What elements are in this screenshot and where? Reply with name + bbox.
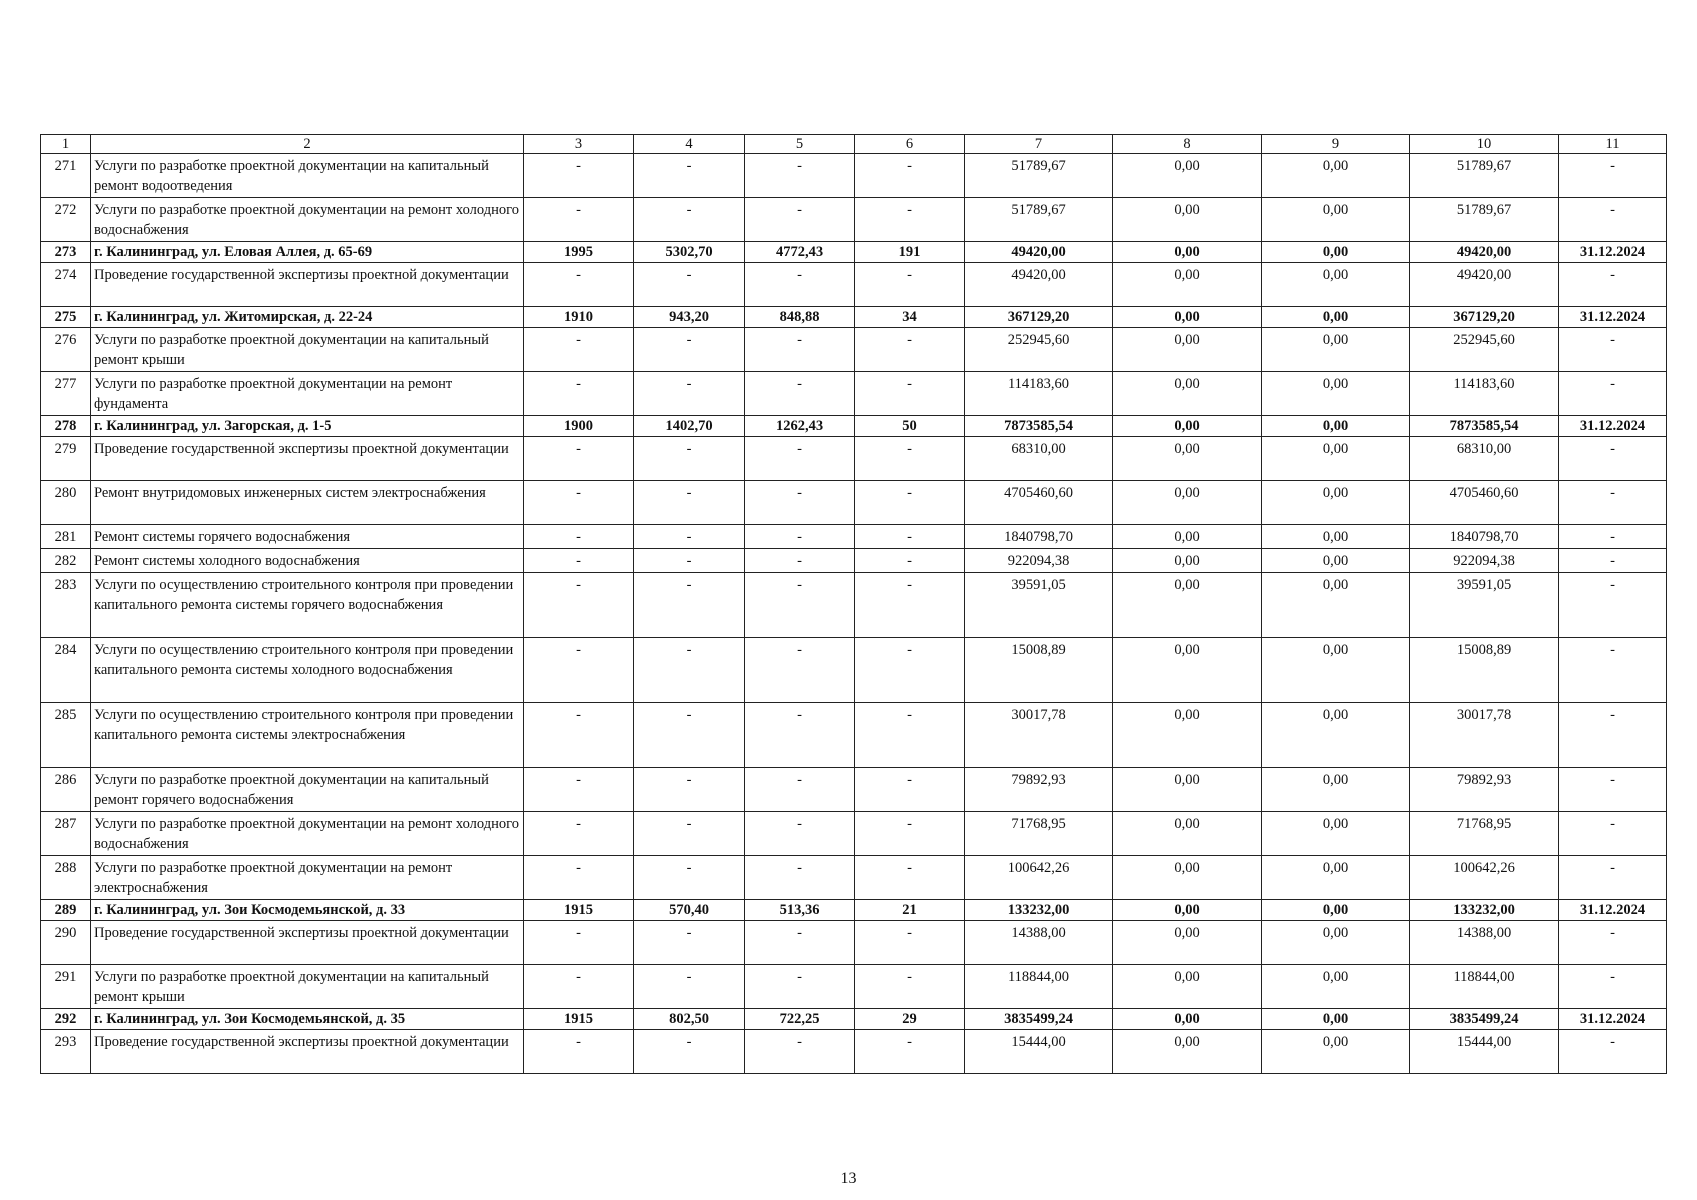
page-number: 13 <box>840 1170 857 1187</box>
col10-value: 15008,89 <box>1410 638 1559 703</box>
item-name: Услуги по разработке проектной документации на капитальный ремонт водоотведения <box>91 154 524 198</box>
col5-value: 1262,43 <box>745 416 855 437</box>
data-table <box>40 134 1667 1074</box>
item-name: Услуги по разработке проектной документации на капитальный ремонт горячего водоснабжения <box>91 768 524 812</box>
item-name: Проведение государственной экспертизы проектной документации <box>91 1030 524 1074</box>
col9-value: 0,00 <box>1262 573 1410 638</box>
col4-value: - <box>634 154 745 198</box>
col10-value: 71768,95 <box>1410 812 1559 856</box>
col8-value: 0,00 <box>1113 703 1262 768</box>
table-row <box>41 198 1667 242</box>
col9-value: 0,00 <box>1262 481 1410 525</box>
col3-value: 1915 <box>524 1009 634 1030</box>
col8-value: 0,00 <box>1113 900 1262 921</box>
table-row <box>41 1030 1667 1074</box>
col7-value: 100642,26 <box>965 856 1113 900</box>
col10-value: 51789,67 <box>1410 198 1559 242</box>
col4-value: - <box>634 638 745 703</box>
col11-value: - <box>1559 768 1667 812</box>
col7-value: 51789,67 <box>965 154 1113 198</box>
col8-value: 0,00 <box>1113 812 1262 856</box>
col4-value: - <box>634 965 745 1009</box>
col3-value: 1900 <box>524 416 634 437</box>
col3-value: - <box>524 965 634 1009</box>
table-row <box>41 549 1667 573</box>
col5-value: - <box>745 965 855 1009</box>
col5-value: - <box>745 703 855 768</box>
col9-value: 0,00 <box>1262 328 1410 372</box>
col8-value: 0,00 <box>1113 525 1262 549</box>
col11-value: - <box>1559 1030 1667 1074</box>
col9-value: 0,00 <box>1262 198 1410 242</box>
col3-value: - <box>524 328 634 372</box>
item-name: Услуги по разработке проектной документации на ремонт фундамента <box>91 372 524 416</box>
item-name: Услуги по осуществлению строительного контроля при проведении капитального ремонта системы электроснабжения <box>91 703 524 768</box>
row-number: 274 <box>41 263 91 307</box>
col3-value: - <box>524 549 634 573</box>
col7-value: 1840798,70 <box>965 525 1113 549</box>
column-header: 8 <box>1113 135 1262 154</box>
column-header: 4 <box>634 135 745 154</box>
col4-value: 943,20 <box>634 307 745 328</box>
table-row <box>41 703 1667 768</box>
col9-value: 0,00 <box>1262 307 1410 328</box>
col6-value: - <box>855 768 965 812</box>
item-name: Услуги по осуществлению строительного контроля при проведении капитального ремонта системы горячего водоснабжения <box>91 573 524 638</box>
col5-value: - <box>745 921 855 965</box>
col9-value: 0,00 <box>1262 965 1410 1009</box>
col3-value: - <box>524 154 634 198</box>
col7-value: 49420,00 <box>965 263 1113 307</box>
row-number: 283 <box>41 573 91 638</box>
col6-value: - <box>855 1030 965 1074</box>
col3-value: - <box>524 481 634 525</box>
column-header: 5 <box>745 135 855 154</box>
col6-value: - <box>855 525 965 549</box>
col10-value: 252945,60 <box>1410 328 1559 372</box>
col8-value: 0,00 <box>1113 263 1262 307</box>
col8-value: 0,00 <box>1113 372 1262 416</box>
table-row <box>41 768 1667 812</box>
col3-value: - <box>524 812 634 856</box>
col10-value: 100642,26 <box>1410 856 1559 900</box>
item-name: г. Калининград, ул. Загорская, д. 1-5 <box>91 416 524 437</box>
col10-value: 367129,20 <box>1410 307 1559 328</box>
col7-value: 118844,00 <box>965 965 1113 1009</box>
row-number: 287 <box>41 812 91 856</box>
col3-value: - <box>524 856 634 900</box>
col10-value: 39591,05 <box>1410 573 1559 638</box>
item-name: Ремонт внутридомовых инженерных систем электроснабжения <box>91 481 524 525</box>
address-row <box>41 900 1667 921</box>
col7-value: 367129,20 <box>965 307 1113 328</box>
table-row <box>41 481 1667 525</box>
col3-value: - <box>524 768 634 812</box>
col6-value: - <box>855 573 965 638</box>
col3-value: - <box>524 263 634 307</box>
col3-value: - <box>524 1030 634 1074</box>
col7-value: 15444,00 <box>965 1030 1113 1074</box>
col10-value: 133232,00 <box>1410 900 1559 921</box>
item-name: Услуги по разработке проектной документации на капитальный ремонт крыши <box>91 965 524 1009</box>
col11-value: - <box>1559 965 1667 1009</box>
col7-value: 51789,67 <box>965 198 1113 242</box>
col3-value: - <box>524 573 634 638</box>
col7-value: 30017,78 <box>965 703 1113 768</box>
col4-value: - <box>634 372 745 416</box>
col9-value: 0,00 <box>1262 921 1410 965</box>
row-number: 282 <box>41 549 91 573</box>
col5-value: 722,25 <box>745 1009 855 1030</box>
col6-value: - <box>855 812 965 856</box>
row-number: 288 <box>41 856 91 900</box>
col9-value: 0,00 <box>1262 242 1410 263</box>
item-name: г. Калининград, ул. Житомирская, д. 22-24 <box>91 307 524 328</box>
col5-value: - <box>745 768 855 812</box>
col11-value: - <box>1559 703 1667 768</box>
col9-value: 0,00 <box>1262 638 1410 703</box>
row-number: 275 <box>41 307 91 328</box>
col4-value: - <box>634 525 745 549</box>
col4-value: - <box>634 856 745 900</box>
col8-value: 0,00 <box>1113 481 1262 525</box>
col8-value: 0,00 <box>1113 638 1262 703</box>
col3-value: - <box>524 525 634 549</box>
col9-value: 0,00 <box>1262 703 1410 768</box>
row-number: 280 <box>41 481 91 525</box>
col10-value: 4705460,60 <box>1410 481 1559 525</box>
row-number: 281 <box>41 525 91 549</box>
col10-value: 3835499,24 <box>1410 1009 1559 1030</box>
item-name: г. Калининград, ул. Зои Космодемьянской, д. 35 <box>91 1009 524 1030</box>
col3-value: 1995 <box>524 242 634 263</box>
col11-value: 31.12.2024 <box>1559 416 1667 437</box>
col5-value: - <box>745 263 855 307</box>
col3-value: 1910 <box>524 307 634 328</box>
col5-value: - <box>745 638 855 703</box>
col5-value: - <box>745 1030 855 1074</box>
col8-value: 0,00 <box>1113 965 1262 1009</box>
row-number: 277 <box>41 372 91 416</box>
col10-value: 79892,93 <box>1410 768 1559 812</box>
col3-value: 1915 <box>524 900 634 921</box>
table-row <box>41 328 1667 372</box>
col11-value: 31.12.2024 <box>1559 307 1667 328</box>
col4-value: - <box>634 1030 745 1074</box>
col6-value: 29 <box>855 1009 965 1030</box>
col8-value: 0,00 <box>1113 768 1262 812</box>
col9-value: 0,00 <box>1262 900 1410 921</box>
address-row <box>41 416 1667 437</box>
col8-value: 0,00 <box>1113 573 1262 638</box>
col8-value: 0,00 <box>1113 242 1262 263</box>
col4-value: - <box>634 768 745 812</box>
col6-value: - <box>855 372 965 416</box>
table-row <box>41 372 1667 416</box>
col3-value: - <box>524 437 634 481</box>
col6-value: 50 <box>855 416 965 437</box>
col6-value: - <box>855 549 965 573</box>
col9-value: 0,00 <box>1262 263 1410 307</box>
col11-value: - <box>1559 154 1667 198</box>
col7-value: 15008,89 <box>965 638 1113 703</box>
table-row <box>41 263 1667 307</box>
row-number: 286 <box>41 768 91 812</box>
col5-value: - <box>745 328 855 372</box>
column-header: 2 <box>91 135 524 154</box>
item-name: Ремонт системы горячего водоснабжения <box>91 525 524 549</box>
column-header: 7 <box>965 135 1113 154</box>
col11-value: 31.12.2024 <box>1559 242 1667 263</box>
col9-value: 0,00 <box>1262 416 1410 437</box>
col10-value: 14388,00 <box>1410 921 1559 965</box>
col10-value: 922094,38 <box>1410 549 1559 573</box>
row-number: 289 <box>41 900 91 921</box>
col9-value: 0,00 <box>1262 525 1410 549</box>
col5-value: - <box>745 198 855 242</box>
col8-value: 0,00 <box>1113 416 1262 437</box>
col6-value: 34 <box>855 307 965 328</box>
col3-value: - <box>524 372 634 416</box>
col4-value: 570,40 <box>634 900 745 921</box>
col7-value: 114183,60 <box>965 372 1113 416</box>
col8-value: 0,00 <box>1113 307 1262 328</box>
col11-value: - <box>1559 525 1667 549</box>
col11-value: - <box>1559 812 1667 856</box>
col5-value: - <box>745 549 855 573</box>
col7-value: 922094,38 <box>965 549 1113 573</box>
row-number: 279 <box>41 437 91 481</box>
col8-value: 0,00 <box>1113 198 1262 242</box>
col9-value: 0,00 <box>1262 1009 1410 1030</box>
col11-value: - <box>1559 481 1667 525</box>
col7-value: 71768,95 <box>965 812 1113 856</box>
col3-value: - <box>524 703 634 768</box>
row-number: 293 <box>41 1030 91 1074</box>
col6-value: - <box>855 856 965 900</box>
col10-value: 49420,00 <box>1410 242 1559 263</box>
col11-value: - <box>1559 573 1667 638</box>
row-number: 292 <box>41 1009 91 1030</box>
col7-value: 133232,00 <box>965 900 1113 921</box>
table-row <box>41 965 1667 1009</box>
col8-value: 0,00 <box>1113 549 1262 573</box>
col11-value: - <box>1559 638 1667 703</box>
col4-value: - <box>634 328 745 372</box>
col5-value: - <box>745 481 855 525</box>
col9-value: 0,00 <box>1262 856 1410 900</box>
table-row <box>41 154 1667 198</box>
item-name: г. Калининград, ул. Еловая Аллея, д. 65-69 <box>91 242 524 263</box>
col4-value: - <box>634 198 745 242</box>
col10-value: 114183,60 <box>1410 372 1559 416</box>
col11-value: - <box>1559 328 1667 372</box>
row-number: 272 <box>41 198 91 242</box>
row-number: 291 <box>41 965 91 1009</box>
col5-value: - <box>745 372 855 416</box>
col10-value: 1840798,70 <box>1410 525 1559 549</box>
item-name: Услуги по разработке проектной документации на ремонт электроснабжения <box>91 856 524 900</box>
address-row <box>41 307 1667 328</box>
col4-value: - <box>634 437 745 481</box>
col4-value: - <box>634 703 745 768</box>
table-row <box>41 638 1667 703</box>
col7-value: 49420,00 <box>965 242 1113 263</box>
col4-value: - <box>634 812 745 856</box>
table-row <box>41 573 1667 638</box>
col8-value: 0,00 <box>1113 921 1262 965</box>
col11-value: - <box>1559 856 1667 900</box>
row-number: 278 <box>41 416 91 437</box>
col5-value: - <box>745 856 855 900</box>
table-row <box>41 437 1667 481</box>
row-number: 284 <box>41 638 91 703</box>
col5-value: 848,88 <box>745 307 855 328</box>
col6-value: - <box>855 198 965 242</box>
col5-value: - <box>745 525 855 549</box>
col6-value: 21 <box>855 900 965 921</box>
col5-value: 4772,43 <box>745 242 855 263</box>
col5-value: - <box>745 154 855 198</box>
table-row <box>41 812 1667 856</box>
col10-value: 118844,00 <box>1410 965 1559 1009</box>
col6-value: - <box>855 921 965 965</box>
col4-value: - <box>634 573 745 638</box>
col7-value: 79892,93 <box>965 768 1113 812</box>
item-name: Проведение государственной экспертизы проектной документации <box>91 437 524 481</box>
col8-value: 0,00 <box>1113 1009 1262 1030</box>
table-header-row <box>41 135 1667 154</box>
address-row <box>41 242 1667 263</box>
item-name: Услуги по осуществлению строительного контроля при проведении капитального ремонта системы холодного водоснабжения <box>91 638 524 703</box>
col3-value: - <box>524 638 634 703</box>
address-row <box>41 1009 1667 1030</box>
col8-value: 0,00 <box>1113 437 1262 481</box>
row-number: 290 <box>41 921 91 965</box>
col8-value: 0,00 <box>1113 856 1262 900</box>
row-number: 276 <box>41 328 91 372</box>
item-name: Проведение государственной экспертизы проектной документации <box>91 263 524 307</box>
col7-value: 4705460,60 <box>965 481 1113 525</box>
item-name: Ремонт системы холодного водоснабжения <box>91 549 524 573</box>
table-row <box>41 856 1667 900</box>
col7-value: 39591,05 <box>965 573 1113 638</box>
col4-value: - <box>634 263 745 307</box>
col4-value: 802,50 <box>634 1009 745 1030</box>
col6-value: - <box>855 703 965 768</box>
item-name: Услуги по разработке проектной документации на ремонт холодного водоснабжения <box>91 812 524 856</box>
col7-value: 7873585,54 <box>965 416 1113 437</box>
col11-value: - <box>1559 372 1667 416</box>
col10-value: 68310,00 <box>1410 437 1559 481</box>
col8-value: 0,00 <box>1113 154 1262 198</box>
table-row <box>41 525 1667 549</box>
col9-value: 0,00 <box>1262 1030 1410 1074</box>
column-header: 11 <box>1559 135 1667 154</box>
col6-value: - <box>855 481 965 525</box>
col6-value: - <box>855 154 965 198</box>
item-name: Услуги по разработке проектной документации на капитальный ремонт крыши <box>91 328 524 372</box>
column-header: 10 <box>1410 135 1559 154</box>
col9-value: 0,00 <box>1262 768 1410 812</box>
col9-value: 0,00 <box>1262 154 1410 198</box>
col9-value: 0,00 <box>1262 437 1410 481</box>
col6-value: - <box>855 965 965 1009</box>
col4-value: 5302,70 <box>634 242 745 263</box>
col9-value: 0,00 <box>1262 812 1410 856</box>
col5-value: 513,36 <box>745 900 855 921</box>
column-header: 1 <box>41 135 91 154</box>
col4-value: - <box>634 549 745 573</box>
item-name: Услуги по разработке проектной документации на ремонт холодного водоснабжения <box>91 198 524 242</box>
table-row <box>41 921 1667 965</box>
col8-value: 0,00 <box>1113 1030 1262 1074</box>
col3-value: - <box>524 198 634 242</box>
col11-value: - <box>1559 921 1667 965</box>
col7-value: 14388,00 <box>965 921 1113 965</box>
col11-value: 31.12.2024 <box>1559 1009 1667 1030</box>
col3-value: - <box>524 921 634 965</box>
col10-value: 30017,78 <box>1410 703 1559 768</box>
col4-value: - <box>634 921 745 965</box>
row-number: 273 <box>41 242 91 263</box>
col6-value: - <box>855 328 965 372</box>
col9-value: 0,00 <box>1262 372 1410 416</box>
row-number: 271 <box>41 154 91 198</box>
col5-value: - <box>745 573 855 638</box>
row-number: 285 <box>41 703 91 768</box>
column-header: 9 <box>1262 135 1410 154</box>
col10-value: 49420,00 <box>1410 263 1559 307</box>
col4-value: 1402,70 <box>634 416 745 437</box>
col10-value: 15444,00 <box>1410 1030 1559 1074</box>
col7-value: 3835499,24 <box>965 1009 1113 1030</box>
item-name: Проведение государственной экспертизы проектной документации <box>91 921 524 965</box>
col9-value: 0,00 <box>1262 549 1410 573</box>
col7-value: 252945,60 <box>965 328 1113 372</box>
col6-value: - <box>855 263 965 307</box>
column-header: 3 <box>524 135 634 154</box>
col6-value: - <box>855 638 965 703</box>
item-name: г. Калининград, ул. Зои Космодемьянской, д. 33 <box>91 900 524 921</box>
column-header: 6 <box>855 135 965 154</box>
col6-value: 191 <box>855 242 965 263</box>
col10-value: 51789,67 <box>1410 154 1559 198</box>
col11-value: - <box>1559 263 1667 307</box>
col8-value: 0,00 <box>1113 328 1262 372</box>
col10-value: 7873585,54 <box>1410 416 1559 437</box>
col6-value: - <box>855 437 965 481</box>
col7-value: 68310,00 <box>965 437 1113 481</box>
col4-value: - <box>634 481 745 525</box>
col11-value: - <box>1559 549 1667 573</box>
col11-value: - <box>1559 198 1667 242</box>
col11-value: - <box>1559 437 1667 481</box>
col5-value: - <box>745 812 855 856</box>
col11-value: 31.12.2024 <box>1559 900 1667 921</box>
col5-value: - <box>745 437 855 481</box>
